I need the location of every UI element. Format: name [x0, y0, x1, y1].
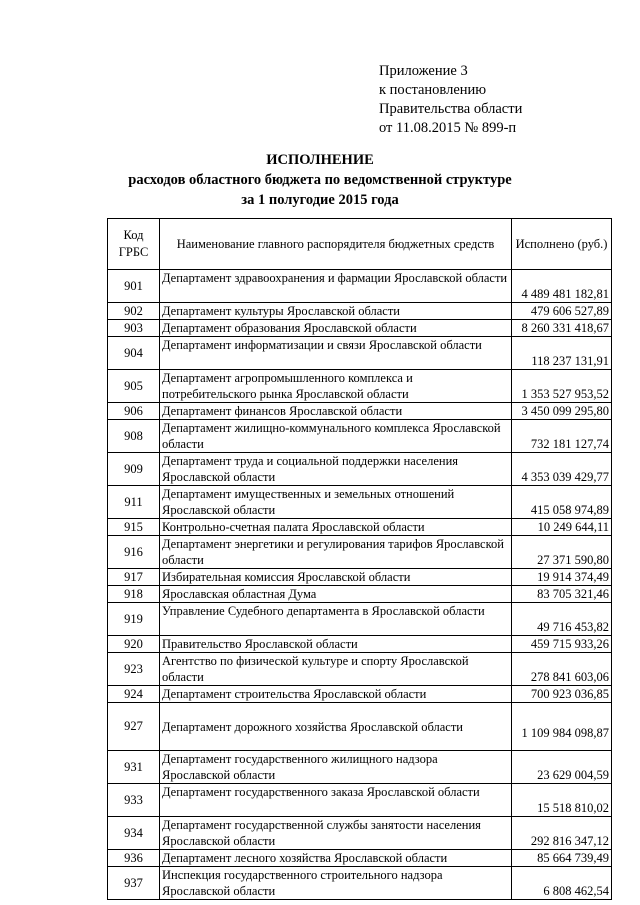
row-name: Департамент государственного заказа Ярославской области [160, 784, 512, 817]
title-line: ИСПОЛНЕНИЕ [266, 152, 374, 168]
row-code: 902 [108, 303, 160, 320]
budget-table [107, 218, 612, 900]
table-row [108, 337, 612, 370]
row-amount: 27 371 590,80 [512, 536, 612, 569]
appendix-line: Правительства области [379, 101, 523, 117]
table-row [108, 867, 612, 900]
row-code: 906 [108, 403, 160, 420]
table-row [108, 653, 612, 686]
appendix-line: Приложение 3 [379, 63, 468, 79]
row-name: Департамент имущественных и земельных отношений Ярославской области [160, 486, 512, 519]
row-amount: 15 518 810,02 [512, 784, 612, 817]
row-amount: 118 237 131,91 [512, 337, 612, 370]
header-name: Наименование главного распорядителя бюджетных средств [160, 219, 512, 270]
table-row [108, 751, 612, 784]
row-code: 924 [108, 686, 160, 703]
row-amount: 278 841 603,06 [512, 653, 612, 686]
row-amount: 10 249 644,11 [512, 519, 612, 536]
document-title [0, 150, 640, 210]
row-name: Департамент информатизации и связи Ярославской области [160, 337, 512, 370]
table-header-row [108, 219, 612, 270]
table-row [108, 270, 612, 303]
row-name: Департамент агропромышленного комплекса и потребительского рынка Ярославской области [160, 370, 512, 403]
row-code: 903 [108, 320, 160, 337]
header-amount: Исполнено (руб.) [512, 219, 612, 270]
row-name: Департамент образования Ярославской области [160, 320, 512, 337]
table-row [108, 370, 612, 403]
row-code: 905 [108, 370, 160, 403]
row-amount: 83 705 321,46 [512, 586, 612, 603]
title-line: расходов областного бюджета по ведомственной структуре [128, 172, 512, 188]
row-amount: 479 606 527,89 [512, 303, 612, 320]
row-amount: 732 181 127,74 [512, 420, 612, 453]
table-row [108, 569, 612, 586]
row-amount: 1 353 527 953,52 [512, 370, 612, 403]
table-row [108, 403, 612, 420]
row-code: 920 [108, 636, 160, 653]
table-row [108, 586, 612, 603]
table-row [108, 486, 612, 519]
row-name: Департамент лесного хозяйства Ярославской области [160, 850, 512, 867]
row-name: Контрольно-счетная палата Ярославской области [160, 519, 512, 536]
table-row [108, 784, 612, 817]
row-name: Департамент жилищно-коммунального комплекса Ярославской области [160, 420, 512, 453]
row-code: 904 [108, 337, 160, 370]
row-name: Департамент культуры Ярославской области [160, 303, 512, 320]
row-name: Инспекция государственного строительного надзора Ярославской области [160, 867, 512, 900]
row-name: Департамент государственного жилищного надзора Ярославской области [160, 751, 512, 784]
table-row [108, 603, 612, 636]
row-name: Департамент здравоохранения и фармации Ярославской области [160, 270, 512, 303]
appendix-line: от 11.08.2015 № 899-п [379, 120, 517, 136]
row-name: Правительство Ярославской области [160, 636, 512, 653]
row-name: Департамент энергетики и регулирования тарифов Ярославской области [160, 536, 512, 569]
row-name: Департамент строительства Ярославской области [160, 686, 512, 703]
table-row [108, 817, 612, 850]
row-amount: 700 923 036,85 [512, 686, 612, 703]
row-amount: 3 450 099 295,80 [512, 403, 612, 420]
row-code: 915 [108, 519, 160, 536]
row-code: 919 [108, 603, 160, 636]
row-code: 934 [108, 817, 160, 850]
row-code: 931 [108, 751, 160, 784]
appendix-line: к постановлению [379, 82, 487, 98]
table-row [108, 850, 612, 867]
table-row [108, 303, 612, 320]
table-row [108, 703, 612, 751]
row-name: Агентство по физической культуре и спорту Ярославской области [160, 653, 512, 686]
row-amount: 8 260 331 418,67 [512, 320, 612, 337]
table-row [108, 453, 612, 486]
row-amount: 19 914 374,49 [512, 569, 612, 586]
row-amount: 23 629 004,59 [512, 751, 612, 784]
row-amount: 4 489 481 182,81 [512, 270, 612, 303]
row-code: 923 [108, 653, 160, 686]
row-amount: 459 715 933,26 [512, 636, 612, 653]
row-code: 933 [108, 784, 160, 817]
table-row [108, 519, 612, 536]
row-amount: 1 109 984 098,87 [512, 703, 612, 751]
row-name: Департамент финансов Ярославской области [160, 403, 512, 420]
table-row [108, 536, 612, 569]
header-code: Код ГРБС [108, 219, 160, 270]
title-line: за 1 полугодие 2015 года [241, 192, 399, 208]
table-row [108, 420, 612, 453]
row-name: Ярославская областная Дума [160, 586, 512, 603]
row-code: 937 [108, 867, 160, 900]
row-amount: 85 664 739,49 [512, 850, 612, 867]
row-amount: 49 716 453,82 [512, 603, 612, 636]
row-code: 918 [108, 586, 160, 603]
row-name: Департамент государственной службы занятости населения Ярославской области [160, 817, 512, 850]
row-code: 927 [108, 703, 160, 751]
row-code: 936 [108, 850, 160, 867]
row-amount: 4 353 039 429,77 [512, 453, 612, 486]
row-name: Департамент труда и социальной поддержки населения Ярославской области [160, 453, 512, 486]
row-amount: 415 058 974,89 [512, 486, 612, 519]
table-row [108, 686, 612, 703]
appendix-reference [379, 62, 522, 138]
row-code: 909 [108, 453, 160, 486]
row-name: Управление Судебного департамента в Ярославской области [160, 603, 512, 636]
row-amount: 6 808 462,54 [512, 867, 612, 900]
table-row [108, 320, 612, 337]
row-name: Избирательная комиссия Ярославской области [160, 569, 512, 586]
row-amount: 292 816 347,12 [512, 817, 612, 850]
table-row [108, 636, 612, 653]
row-name: Департамент дорожного хозяйства Ярославской области [160, 703, 512, 751]
row-code: 908 [108, 420, 160, 453]
row-code: 901 [108, 270, 160, 303]
row-code: 916 [108, 536, 160, 569]
row-code: 917 [108, 569, 160, 586]
row-code: 911 [108, 486, 160, 519]
